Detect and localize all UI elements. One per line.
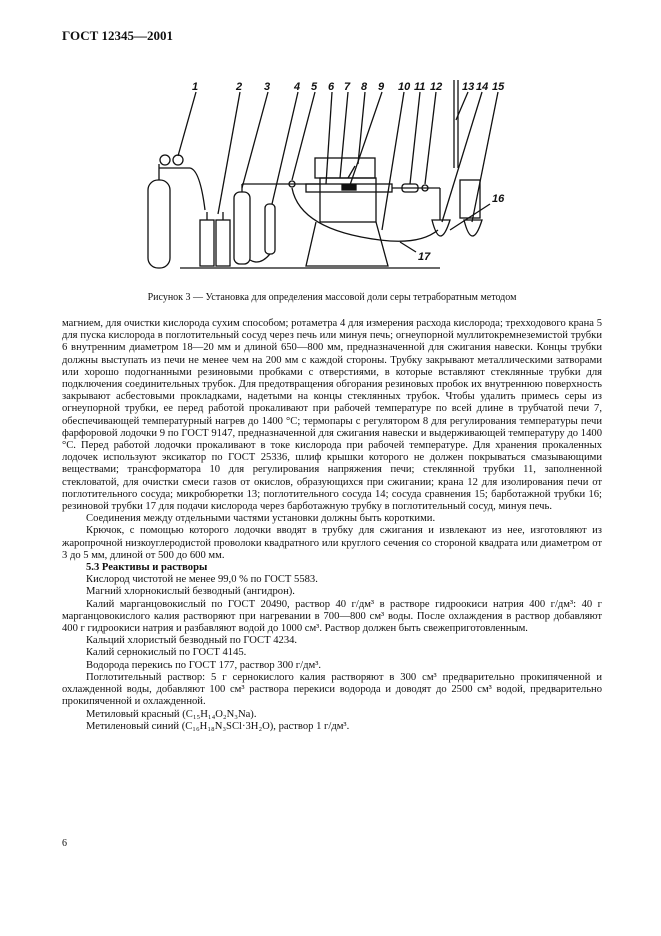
rotameter: [265, 204, 275, 254]
drying-bottle-b: [216, 220, 230, 266]
absorber-tower: [234, 192, 250, 264]
page-number: 6: [62, 838, 67, 849]
label-16: 16: [492, 193, 505, 205]
label-13: 13: [462, 81, 475, 93]
paragraph: Калий сернокислый по ГОСТ 4145.: [86, 647, 247, 659]
label-11: 11: [414, 81, 426, 93]
paragraph: Кальций хлористый безводный по ГОСТ 4234.: [86, 635, 298, 647]
label-2: 2: [236, 81, 243, 93]
boat: [342, 185, 356, 190]
label-3: 3: [264, 81, 271, 93]
document-header: ГОСТ 12345—2001: [62, 28, 174, 43]
paragraph: Метиловый красный (C₁₅H₁₄O₂N₃Na).: [86, 708, 257, 720]
paragraph: Водорода перекись по ГОСТ 177, раствор 300 г/дм³.: [86, 659, 322, 671]
paragraph: магнием, для очистки кислорода сухим способом; ротаметра 4 для измерения расхода кислорода; трехходового крана 5 для пуска кислорода в поглотительный сосуд через печь или минуя печь; огнеупорной муллитокремнеземистой трубки 6 внутренним диаметром 18—20 мм и длиной 650—800 мм, предназначенной для сжигания навески. Концы трубки должны выступать из печи не менее чем на 200 мм с каждой стороны. Трубку закрывают металлическими затворами или хорошо подогнанными резиновыми пробками с отверстиями, в которые вставляют стеклянные трубки для подключения соединительных трубок. Для предотвращения обгорания резиновых пробок их внутреннюю поверхность закрывают асбестовыми прокладками, надетыми на концы стеклянных трубок. Чтобы удалить примесь серы из огнеупорной трубки, ее перед работой прокаливают при рабочей температуре по всей длине в трубчатой печи 7, обеспечивающей температурный нагрев до 1400 °С; термопары с регулятором 8 для регулирования температуры печи фарфоровой лодочки 9 по ГОСТ 9147, предназначенной для сжигания навески и выдерживающей температуру до 1400 °С. Перед работой лодочки прокаливают в токе кислорода при рабочей температуре. Для хранения прокаленных лодочек используют эксикатор по ГОСТ 25336, шлиф крышки которого не должен покрываться смазывающими веществами; трансформатора 10 для регулирования напряжения печи; стеклянной трубки 11, заполненной стекловатой, для очистки смеси газов от окислов, образующихся при сжигании; крана 12 для изолирования печи от поглотительного сосуда; микробюретки 13; поглотительного сосуда 14; сосуда сравнения 15; барботажной трубки 16; резиновой трубки 17 для подачи кислорода через барботажную трубку в поглотительный сосуд, минуя печь.: [62, 318, 602, 513]
drying-bottle-a: [200, 220, 214, 266]
paragraph: Магний хлорнокислый безводный (ангидрон).: [86, 586, 295, 598]
paragraph: Соединения между отдельными частями установки должны быть короткими.: [86, 513, 436, 525]
paragraph: Калий марганцовокислый по ГОСТ 20490, раствор 40 г/дм³ в растворе гидроокиси натрия 400 г/дм³: 40 г марганцовокислого калия растворяют при нагревании в 700—800 см³ воды. После охлаждения в раствор добавляют 400 г гидроокиси натрия и разбавляют водой до 1000 см³. Раствор должен быть свежеприготовленным.: [62, 598, 602, 635]
label-15: 15: [492, 81, 505, 93]
paragraph: Метиленовый синий (C₁₆H₁₈N₃SCl·3H₂O), раствор 1 г/дм³.: [86, 720, 350, 732]
furnace-stand: [306, 222, 388, 266]
pressure-gauge: [160, 155, 170, 165]
label-5: 5: [311, 81, 318, 93]
reference-vessel: [464, 220, 482, 236]
body-text: [62, 318, 602, 733]
temperature-regulator: [315, 158, 375, 178]
paragraph: Поглотительный раствор: 5 г сернокислого калия растворяют в 300 см³ предварительно прокипяченной и охлажденной воды, добавляют 100 см³ раствора перекиси водорода и доводят до 2500 см³ водой, предварительно прокипяченной и охлажденной.: [62, 671, 602, 708]
absorption-vessel: [432, 220, 450, 236]
oxygen-cylinder: [148, 180, 170, 268]
apparatus-diagram: [120, 80, 530, 290]
label-17: 17: [418, 251, 431, 263]
label-4: 4: [294, 81, 301, 93]
label-1: 1: [192, 81, 199, 93]
paragraph: Крючок, с помощью которого лодочки вводят в трубку для сжигания и извлекают из нее, изготовляют из жаропрочной низкоуглеродистой проволоки квадратного или круглого сечения со стороной квадрата или диаметром от 3 до 5 мм, длиной от 500 до 600 мм.: [62, 525, 602, 561]
paragraph: Кислород чистотой не менее 99,0 % по ГОСТ 5583.: [86, 574, 318, 586]
label-12: 12: [430, 81, 443, 93]
section-heading: 5.3 Реактивы и растворы: [86, 562, 208, 574]
label-9: 9: [378, 81, 385, 93]
label-8: 8: [361, 81, 368, 93]
label-6: 6: [328, 81, 335, 93]
label-7: 7: [344, 81, 351, 93]
label-10: 10: [398, 81, 411, 93]
label-14: 14: [476, 81, 489, 93]
figure-caption: Рисунок 3 — Установка для определения массовой доли серы тетраборатным методом: [147, 292, 517, 303]
